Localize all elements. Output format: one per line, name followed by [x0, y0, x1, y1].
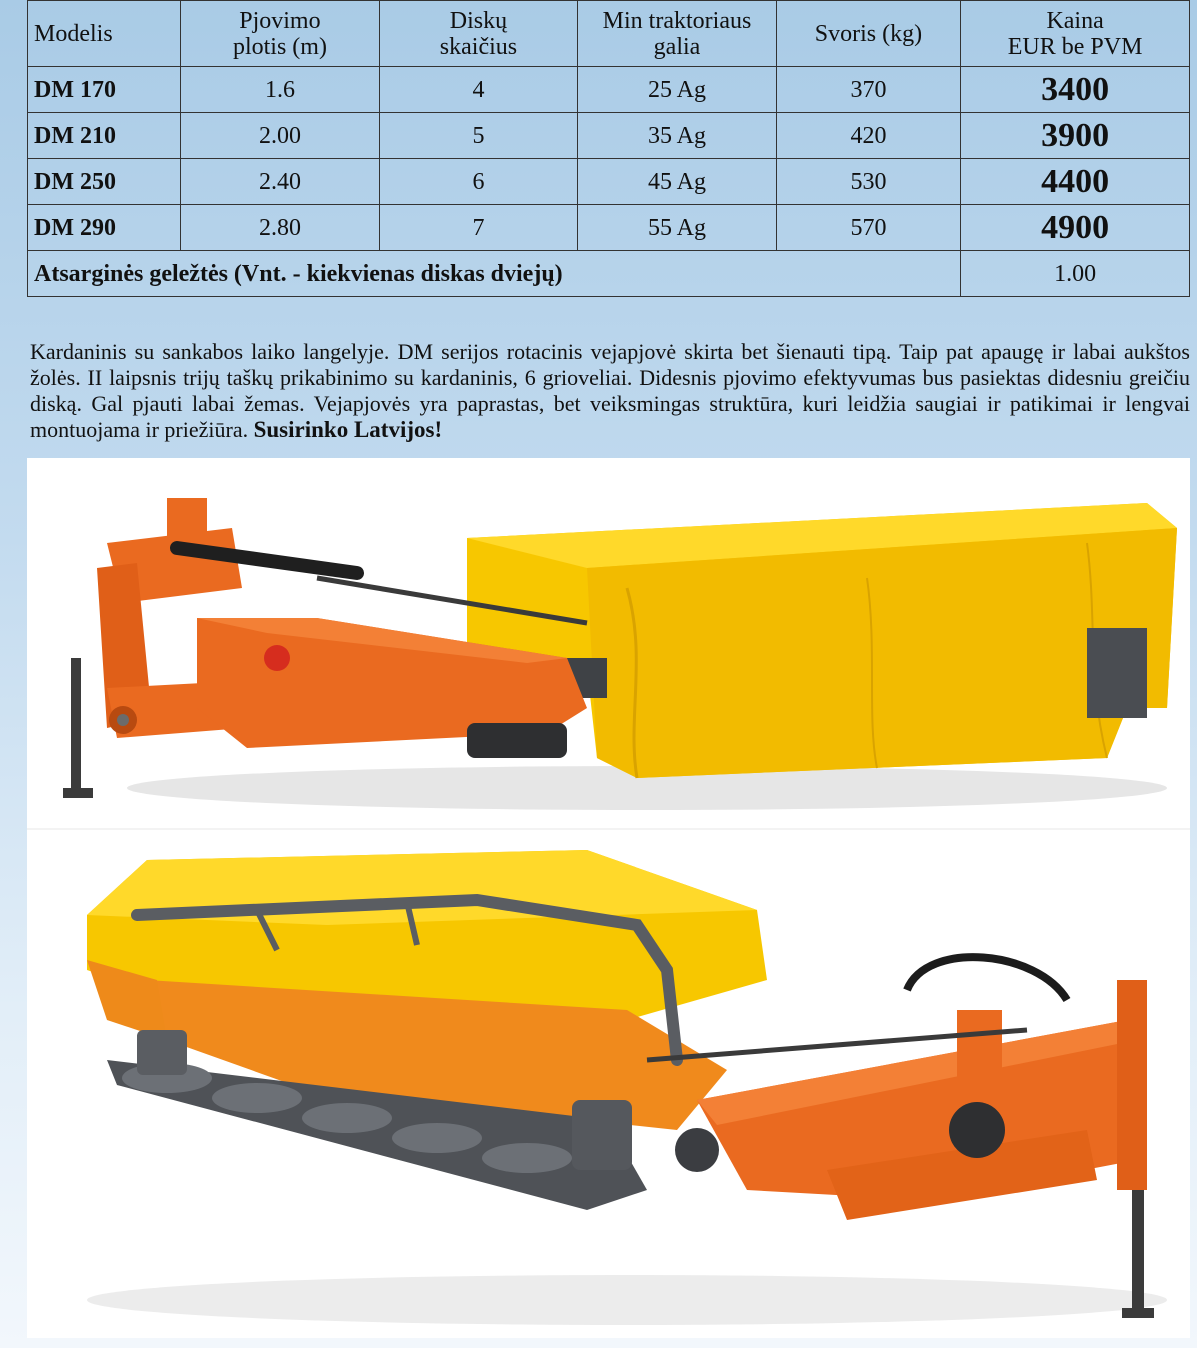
cell-discs: 5 [379, 113, 578, 159]
spare-blades-label: Atsarginės geležtės (Vnt. - kiekvienas diskas dviejų) [28, 251, 961, 297]
product-photos [27, 458, 1190, 1338]
spec-table [27, 0, 1190, 297]
table-row [28, 67, 1190, 113]
description-text: Kardaninis su sankabos laiko langelyje. DM serijos rotacinis vejapjovė skirta bet šienauti tipą. Taip pat apaugę ir labai aukštos žolės. II laipsnis trijų taškų prikabinimo su kardaninis, 6 grioveliai. Didesnis pjovimo efektyvumas bus pasiektas didesniu greičiu diską. Gal pjauti labai žemas. Vejapjovės yra paprastas, bet veiksmingas struktūra, kuri leidžia saugiai ir patikimai ir lengvai montuojama ir priežiūra. [30, 339, 1190, 442]
cell-width: 2.80 [181, 205, 380, 251]
header-tractor-power: Min traktoriaus galia [578, 1, 777, 67]
header-weight: Svoris (kg) [776, 1, 960, 67]
header-disc-count: Diskų skaičius [379, 1, 578, 67]
table-row [28, 159, 1190, 205]
spare-blades-price: 1.00 [961, 251, 1190, 297]
header-price: Kaina EUR be PVM [961, 1, 1190, 67]
cell-price: 3900 [961, 113, 1190, 159]
cell-weight: 530 [776, 159, 960, 205]
cell-discs: 7 [379, 205, 578, 251]
cell-width: 2.00 [181, 113, 380, 159]
cell-discs: 6 [379, 159, 578, 205]
table-header-row [28, 1, 1190, 67]
cell-width: 1.6 [181, 67, 380, 113]
spare-blades-row [28, 251, 1190, 297]
cell-discs: 4 [379, 67, 578, 113]
cell-model: DM 210 [28, 113, 181, 159]
cell-weight: 370 [776, 67, 960, 113]
cell-model: DM 250 [28, 159, 181, 205]
table-row [28, 113, 1190, 159]
cell-price: 3400 [961, 67, 1190, 113]
cell-power: 55 Ag [578, 205, 777, 251]
cell-power: 25 Ag [578, 67, 777, 113]
header-model: Modelis [28, 1, 181, 67]
cell-power: 45 Ag [578, 159, 777, 205]
cell-width: 2.40 [181, 159, 380, 205]
table-row [28, 205, 1190, 251]
mower-photo-rear-view [27, 458, 1190, 828]
mower-photo-front-view [27, 830, 1190, 1338]
cell-price: 4400 [961, 159, 1190, 205]
header-cutting-width: Pjovimo plotis (m) [181, 1, 380, 67]
cell-weight: 570 [776, 205, 960, 251]
product-description [30, 339, 1190, 443]
cell-power: 35 Ag [578, 113, 777, 159]
cell-model: DM 170 [28, 67, 181, 113]
cell-weight: 420 [776, 113, 960, 159]
cell-model: DM 290 [28, 205, 181, 251]
cell-price: 4900 [961, 205, 1190, 251]
description-emphasis: Susirinko Latvijos! [253, 417, 443, 442]
